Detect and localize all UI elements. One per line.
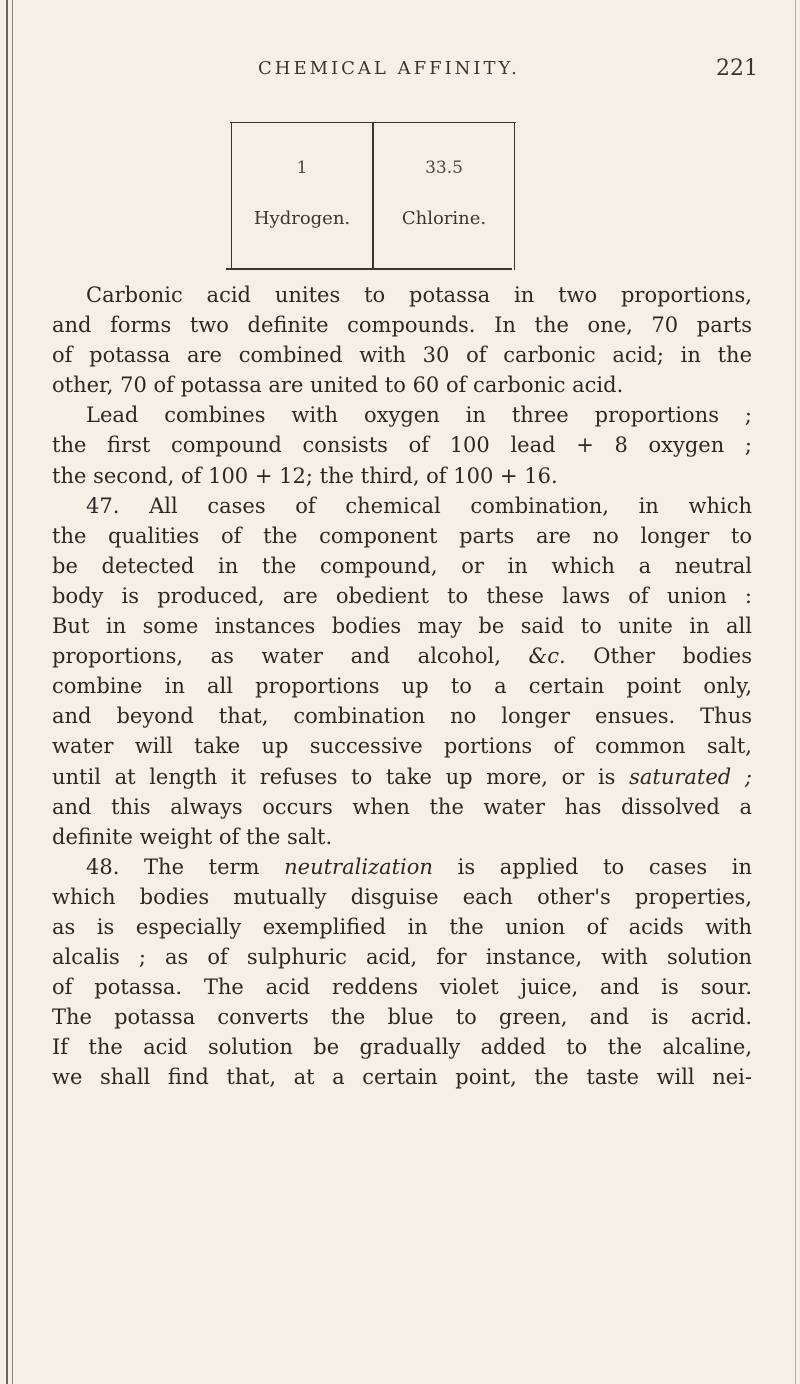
table-cell-chlorine: [374, 122, 514, 270]
text-line: be detected in the compound, or in which a neutral: [52, 553, 752, 578]
cell-number: 33.5: [425, 158, 463, 178]
running-head: [0, 58, 800, 88]
text-line: of potassa. The acid reddens violet juice, and is sour.: [52, 975, 752, 1000]
text-line: and this always occurs when the water has dissolved a: [52, 794, 752, 819]
page-edge-shadow-inner: [12, 0, 13, 1384]
equivalents-table: [226, 122, 516, 270]
text-line: If the acid solution be gradually added to the alcaline,: [52, 1035, 752, 1060]
table-border-right: [514, 122, 515, 270]
text-line: the first compound consists of 100 lead + 8 oxygen ;: [52, 433, 752, 458]
running-title: CHEMICAL AFFINITY.: [258, 58, 520, 79]
text-line: of potassa are combined with 30 of carbonic acid; in the: [52, 343, 752, 368]
cell-name: Chlorine.: [401, 208, 487, 229]
text-line: alcalis ; as of sulphuric acid, for instance, with solution: [52, 945, 752, 970]
text-line: the qualities of the component parts are no longer to: [52, 523, 752, 548]
text-run-italic: neutralization: [284, 854, 433, 879]
text-line: Lead combines with oxygen in three proportions ;: [86, 403, 752, 428]
text-run: proportions, as water and alcohol,: [52, 644, 501, 669]
text-line: and forms two definite compounds. In the one, 70 parts: [52, 313, 752, 338]
text-line: body is produced, are obedient to these laws of union :: [52, 583, 752, 608]
text-line: The potassa converts the blue to green, and is acrid.: [52, 1005, 752, 1030]
text-run: is applied to cases in: [457, 854, 752, 879]
page-number: 221: [716, 56, 758, 81]
text-line: definite weight of the salt.: [52, 824, 333, 849]
text-line: the second, of 100 + 12; the third, of 100 + 16.: [52, 463, 558, 488]
text-line: water will take up successive portions of common salt,: [52, 734, 752, 759]
text-line: which bodies mutually disguise each other's properties,: [52, 884, 752, 909]
text-run: Other bodies: [593, 644, 752, 669]
text-line: and beyond that, combination no longer ensues. Thus: [52, 704, 752, 729]
body-text: [52, 280, 752, 1093]
text-run: until at length it refuses to take up more, or is: [52, 764, 616, 789]
text-run: 48. The term: [86, 854, 260, 879]
text-line: other, 70 of potassa are united to 60 of carbonic acid.: [52, 373, 624, 398]
text-line: combine in all proportions up to a certain point only,: [52, 674, 752, 699]
text-line: Carbonic acid unites to potassa in two proportions,: [86, 283, 752, 307]
page-edge-right: [795, 0, 796, 1384]
text-line: 47. All cases of chemical combination, in which: [86, 493, 752, 518]
text-run-italic: &c.: [528, 644, 566, 669]
text-line-mixed: [52, 641, 752, 671]
cell-name: Hydrogen.: [253, 208, 351, 229]
text-line-mixed: [52, 852, 752, 882]
table-cell-hydrogen: [232, 122, 372, 270]
text-run-italic: saturated ;: [629, 764, 752, 789]
text-line: as is especially exemplified in the union of acids with: [52, 914, 752, 939]
cell-number: 1: [296, 158, 308, 178]
text-line: But in some instances bodies may be said to unite in all: [52, 614, 752, 639]
text-line: we shall find that, at a certain point, the taste will nei-: [52, 1065, 752, 1090]
page-edge-shadow: [6, 0, 8, 1384]
text-line-mixed: [52, 762, 752, 792]
